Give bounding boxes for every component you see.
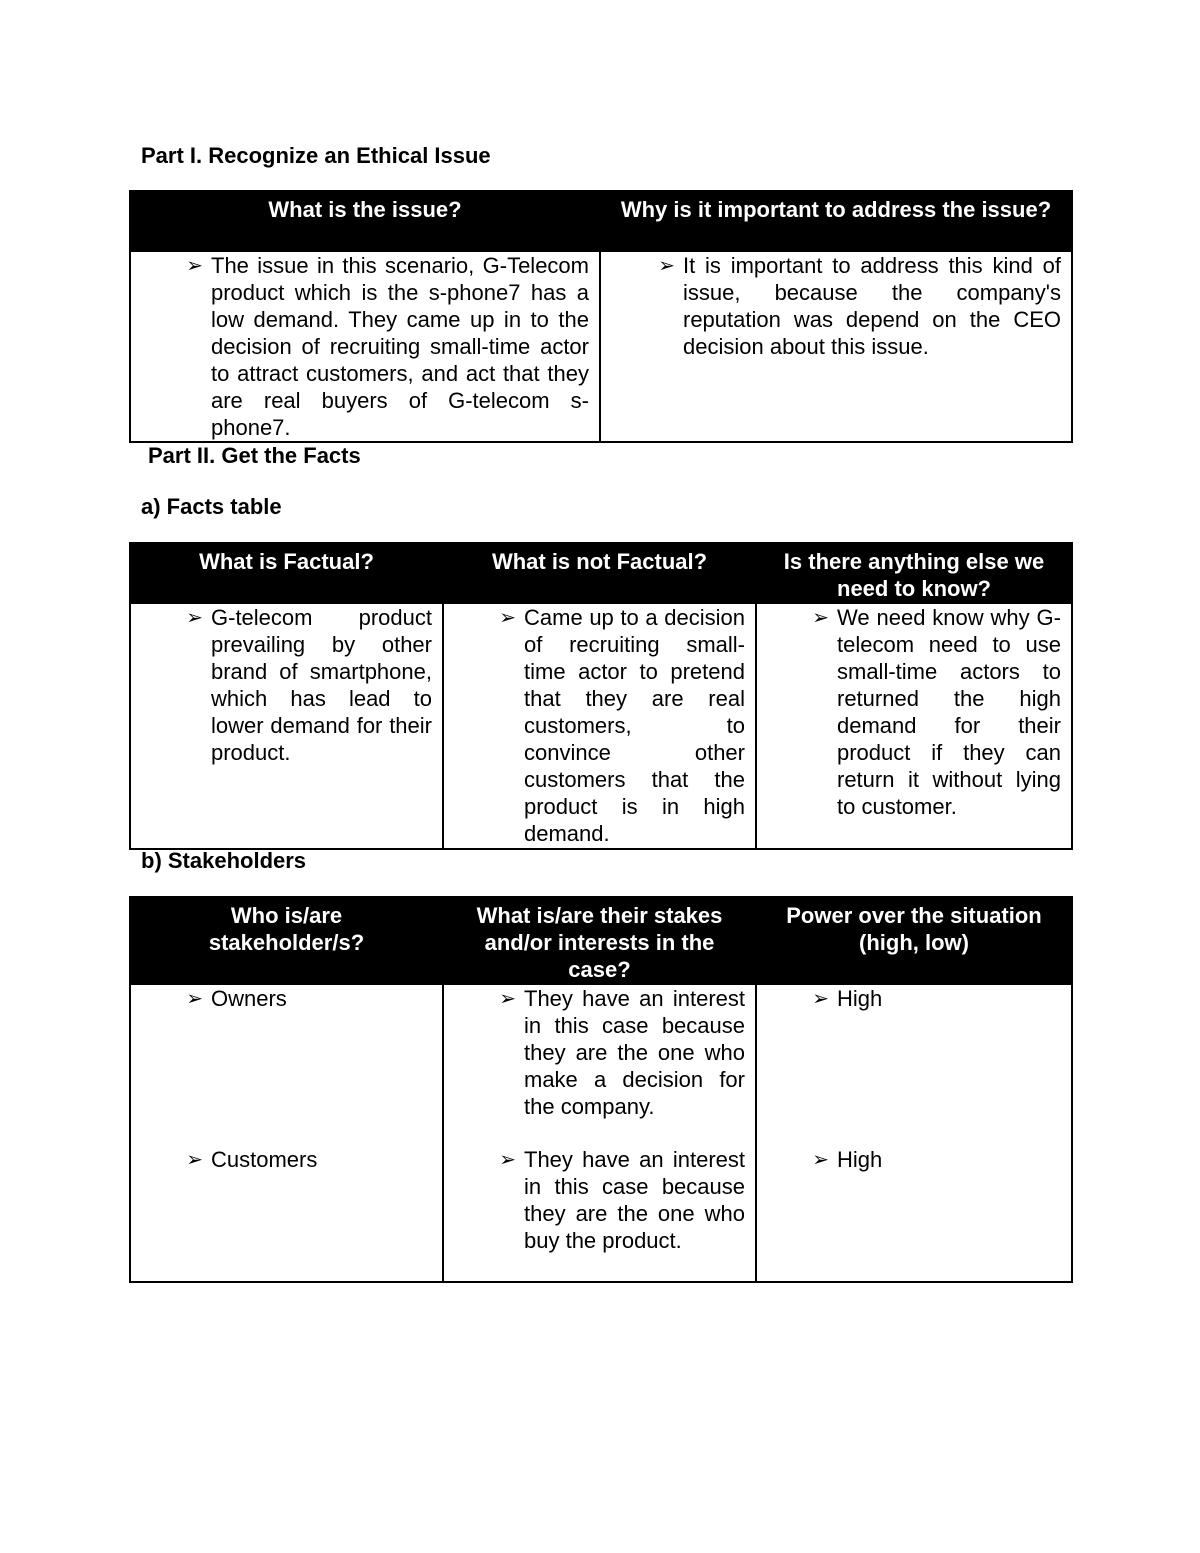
arrow-bullet-icon: ➢ [658,253,675,277]
stakeholder-power: High [837,1147,883,1172]
importance-text: It is important to address this kind of issue, because the company's reputation was depend on the CEO decision about this issue. [683,253,1061,359]
stakeholder-power-cell [756,984,1072,1146]
stakeholders-title: b) Stakeholders [141,848,307,873]
stakeholder-who: Owners [211,986,287,1011]
facts-title: a) Facts table [141,494,282,519]
issue-table [129,190,1073,443]
factual-header: What is Factual? [130,543,443,603]
stakeholder-who-cell [130,1146,443,1282]
power-header: Power over the situation (high, low) [756,897,1072,984]
facts-table [129,542,1073,850]
arrow-bullet-icon: ➢ [812,986,829,1010]
need-to-know-cell [756,603,1072,849]
stakeholder-power-cell [756,1146,1072,1282]
stakeholder-stake: They have an interest in this case because they are the one who buy the product. [524,1147,745,1253]
issue-text: The issue in this scenario, G-Telecom product which is the s-phone7 has a low demand. They came up in to the decision of recruiting small-time actor to attract customers, and act that they are real buyers of G-telecom s-phone7. [211,253,589,440]
arrow-bullet-icon: ➢ [499,605,516,629]
stakes-header: What is/are their stakes and/or interests in the case? [443,897,756,984]
who-header: Who is/are stakeholder/s? [130,897,443,984]
arrow-bullet-icon: ➢ [186,986,203,1010]
need-to-know-text: We need know why G-telecom need to use small-time actors to returned the high demand for their product if they can return it without lying to customer. [837,605,1061,819]
stakeholder-stake-cell [443,1146,756,1282]
arrow-bullet-icon: ➢ [499,986,516,1010]
need-to-know-header: Is there anything else we need to know? [756,543,1072,603]
issue-header: What is the issue? [130,191,600,251]
not-factual-cell [443,603,756,849]
arrow-bullet-icon: ➢ [812,1147,829,1171]
part1-title: Part I. Recognize an Ethical Issue [141,143,491,168]
stakeholder-who: Customers [211,1147,318,1172]
not-factual-header: What is not Factual? [443,543,756,603]
stakeholder-stake-cell [443,984,756,1146]
not-factual-text: Came up to a decision of recruiting small-time actor to pretend that they are real customers, to convince other customers that the product is in high demand. [524,605,745,846]
arrow-bullet-icon: ➢ [186,1147,203,1171]
stakeholders-table [129,896,1073,1283]
factual-text: G-telecom product prevailing by other brand of smartphone, which has lead to lower demand for their product. [211,605,432,765]
factual-cell [130,603,443,849]
importance-header: Why is it important to address the issue? [600,191,1072,251]
arrow-bullet-icon: ➢ [812,605,829,629]
stakeholder-power: High [837,986,883,1011]
issue-cell [130,251,600,442]
importance-cell [600,251,1072,442]
part2-title: Part II. Get the Facts [148,443,361,468]
stakeholder-who-cell [130,984,443,1146]
arrow-bullet-icon: ➢ [499,1147,516,1171]
arrow-bullet-icon: ➢ [186,605,203,629]
stakeholder-stake: They have an interest in this case because they are the one who make a decision for the company. [524,986,745,1119]
arrow-bullet-icon: ➢ [186,253,203,277]
